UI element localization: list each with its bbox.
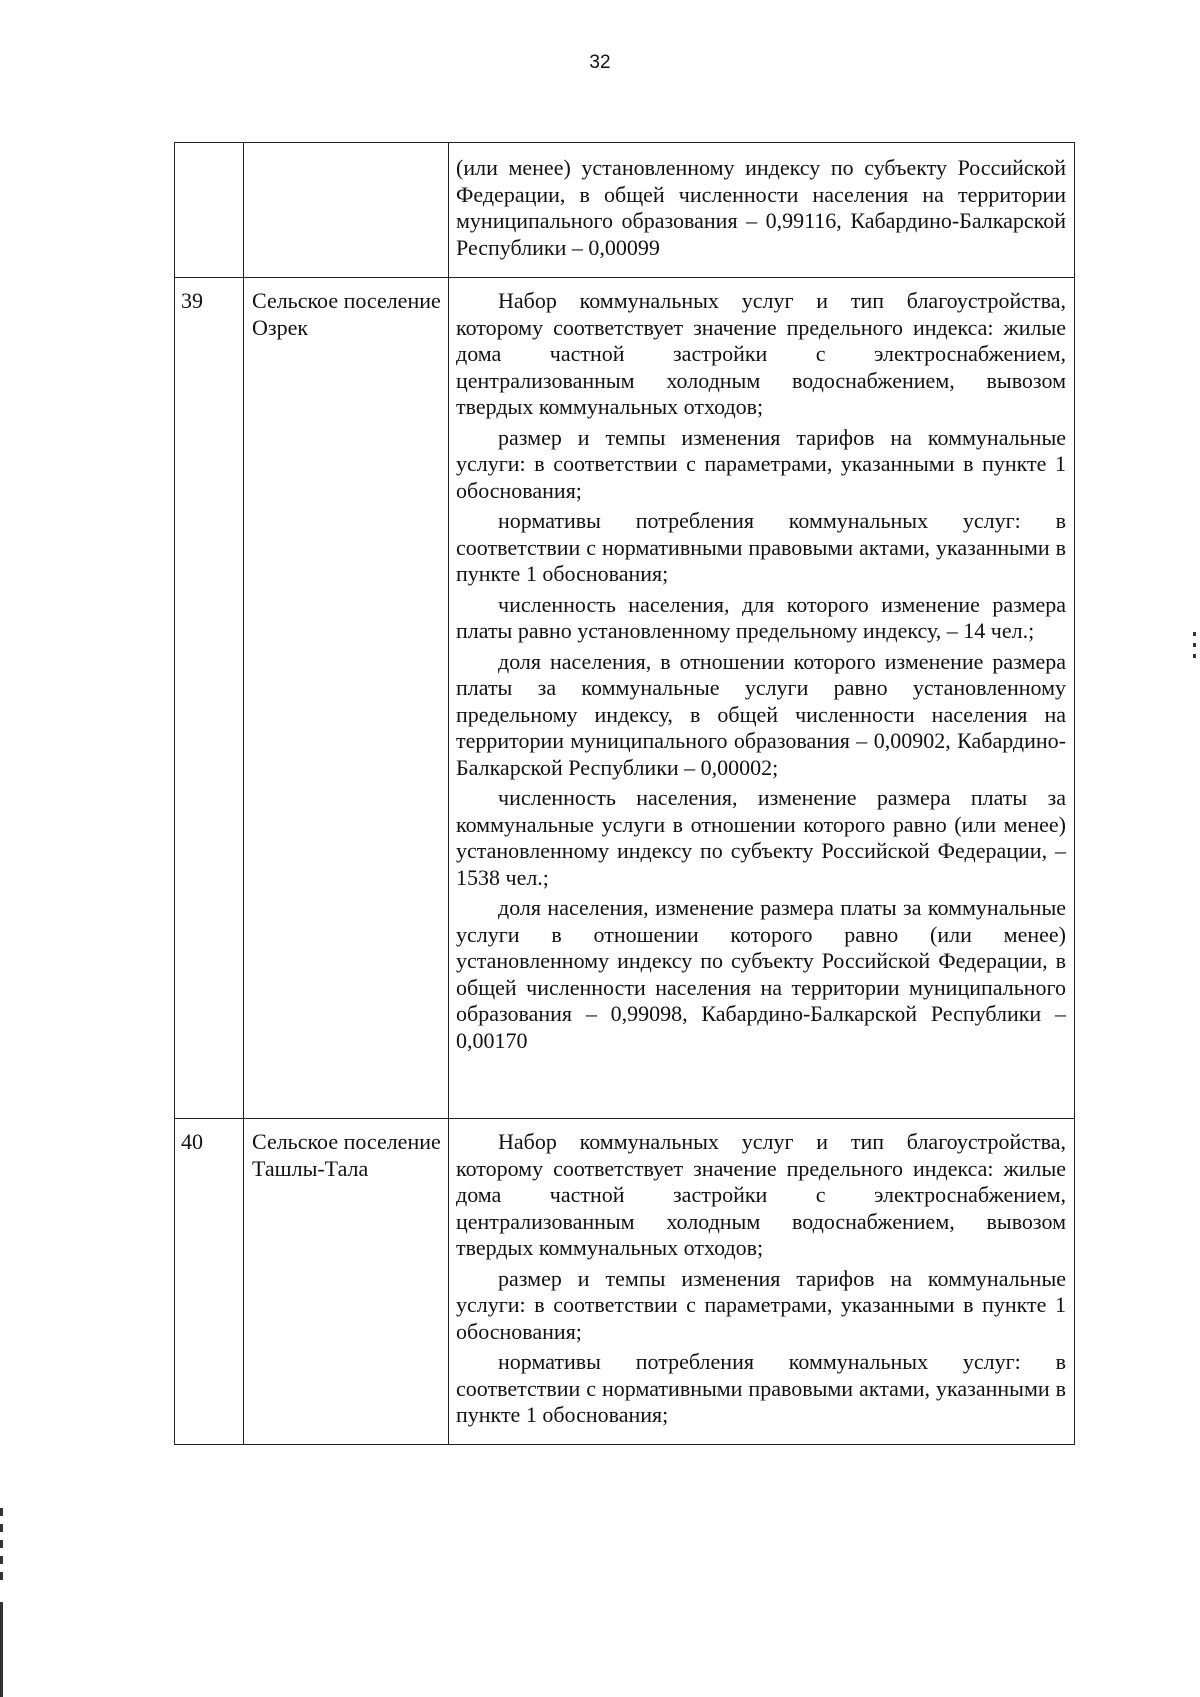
settlement-name — [244, 143, 448, 153]
settlement-name-cell — [244, 278, 449, 1119]
description-paragraph: Набор коммунальных услуг и тип благоустройства, которому соответствует значение предельного индекса: жилые дома частной застройки с электроснабжением, централизованным холодным водоснабжением, вывозом твердых коммунальных отходов; — [456, 1129, 1066, 1260]
table-row — [175, 143, 1075, 278]
table-row — [175, 278, 1075, 1119]
description-cell — [449, 1119, 1075, 1445]
scan-artifact — [1193, 632, 1196, 636]
description-cell — [449, 278, 1075, 1119]
scan-artifact — [0, 1524, 3, 1532]
scan-artifact — [0, 1572, 3, 1580]
description-paragraph: нормативы потребления коммунальных услуг: в соответствии с нормативными правовыми актами, указанными в пункте 1 обоснования; — [456, 1349, 1066, 1427]
row-number: 40 — [181, 1129, 203, 1154]
description-paragraph: размер и темпы изменения тарифов на коммунальные услуги: в соответствии с параметрами, указанными в пункте 1 обоснования; — [456, 424, 1066, 503]
row-number: 39 — [181, 288, 203, 313]
settlement-name: Сельское поселение Озрек — [252, 288, 441, 340]
page-number: 32 — [589, 52, 611, 73]
description-paragraph: (или менее) установленному индексу по субъекту Российской Федерации, в общей численности населения на территории муниципального образования – 0,99116, Кабардино-Балкарской Республики – 0,00099 — [456, 155, 1066, 260]
scan-artifact — [0, 1556, 3, 1564]
description-paragraph: численность населения, изменение размера платы за коммунальные услуги в отношении которого равно (или менее) установленному индексу по субъекту Российской Федерации, – 1538 чел.; — [456, 785, 1066, 890]
description-paragraph: размер и темпы изменения тарифов на коммунальные услуги: в соответствии с параметрами, указанными в пункте 1 обоснования; — [456, 1265, 1066, 1344]
scan-artifact — [0, 1508, 3, 1516]
scan-artifact — [1193, 654, 1196, 658]
description-paragraph: доля населения, в отношении которого изменение размера платы за коммунальные услуги равно установленному предельному индексу, в общей численности населения на территории муниципального образования – 0,00902, Кабардино-Балкарской Республики – 0,00002; — [456, 648, 1066, 780]
settlements-table — [174, 142, 1075, 1445]
description-paragraph: нормативы потребления коммунальных услуг: в соответствии с нормативными правовыми актами, указанными в пункте 1 обоснования; — [456, 508, 1066, 586]
description-paragraph: численность населения, для которого изменение размера платы равно установленному предельному индексу, – 14 чел.; — [456, 591, 1066, 643]
scan-artifact — [0, 1602, 3, 1697]
scan-artifact — [0, 1540, 3, 1548]
settlement-name-cell — [244, 143, 449, 278]
row-number — [175, 143, 243, 153]
row-number-cell — [175, 1119, 244, 1445]
row-number-cell — [175, 143, 244, 278]
description-cell — [449, 143, 1075, 278]
row-number-cell — [175, 278, 244, 1119]
table-row — [175, 1119, 1075, 1445]
settlement-name-cell — [244, 1119, 449, 1445]
description-paragraph: Набор коммунальных услуг и тип благоустройства, которому соответствует значение предельного индекса: жилые дома частной застройки с электроснабжением, централизованным холодным водоснабжением, вывозом твердых коммунальных отходов; — [456, 288, 1066, 419]
description-paragraph: доля населения, изменение размера платы за коммунальные услуги в отношении которого равно (или менее) установленному индексу по субъекту Российской Федерации, в общей численности населения на территории муниципального образования – 0,99098, Кабардино-Балкарской Республики – 0,00170 — [456, 895, 1066, 1053]
scan-artifact — [1193, 643, 1196, 647]
settlement-name: Сельское поселение Ташлы-Тала — [252, 1129, 441, 1181]
